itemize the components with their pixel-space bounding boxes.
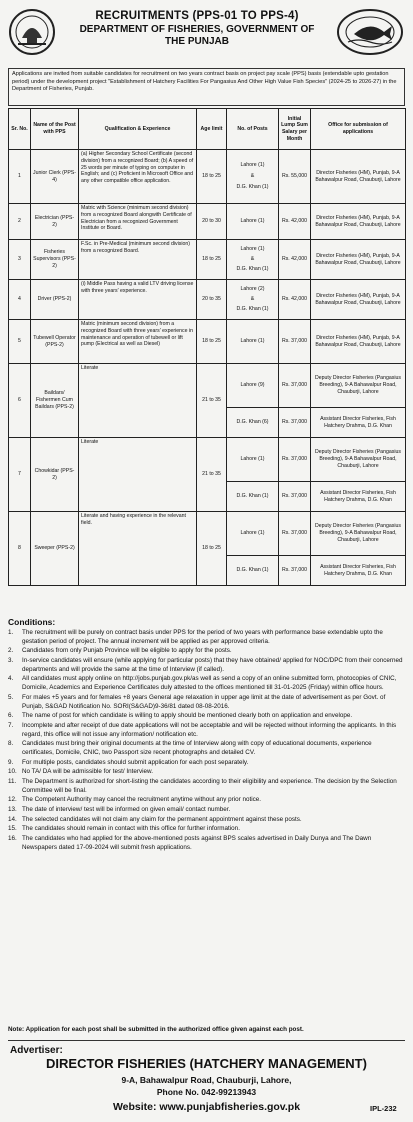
- sr-cell: 8: [9, 512, 31, 586]
- location: Lahore (1): [240, 218, 265, 225]
- post-cell: Chowkidar (PPS-2): [31, 438, 79, 512]
- office-cell: Assistant Director Fisheries, Fish Hatchery Drahma, D.G. Khan: [311, 556, 406, 586]
- age-cell: 18 to 25: [197, 512, 227, 586]
- list-item: 6. The name of post for which candidate is willing to apply should be mentioned clearly both on application and envelope.: [8, 712, 353, 720]
- col-header-age: Age limit: [197, 109, 227, 150]
- list-item: 11. The Department is authorized for short-listing the candidates according to their eligibility and experience. The decision by the Selection Committee will be final.: [8, 778, 397, 794]
- qualification-cell: Matric (minimum second division) from a recognized Board with three years' experience in maintenance and operation of tubewell or lift pump (Electrical as well as Diesel): [79, 320, 197, 364]
- salary-cell: Rs. 37,000: [279, 408, 311, 438]
- col-header-qualification: Qualification & Experience: [79, 109, 197, 150]
- salary-cell: Rs. 37,000: [279, 438, 311, 482]
- age-cell: 21 to 35: [197, 438, 227, 512]
- sr-cell: 7: [9, 438, 31, 512]
- submission-note: Note: Application for each post shall be submitted in the authorized office given against each post.: [8, 1026, 304, 1033]
- age-cell: 20 to 30: [197, 204, 227, 240]
- table-row: [9, 150, 406, 204]
- age-cell: 20 to 35: [197, 280, 227, 320]
- office-cell: Director Fisheries (HM), Punjab, 9-A Bahawalpur Road, Chauburji, Lahore: [311, 320, 406, 364]
- qualification-cell: Literate: [79, 438, 197, 512]
- qualification-cell: (a) Higher Secondary School Certificate (second division) from a recognized Board; (b) A speed of 25 words per minute of typing on computer in English; and (c) Proficient in Microsoft Office and any other compatible office application.: [79, 150, 197, 204]
- title-block: [62, 10, 332, 47]
- list-item: 7. Incomplete and after receipt of due date applications will not be acceptable and will be rejected without informing the applicants. In this regard, this office will not issue any information/ notification etc.: [8, 721, 397, 738]
- location: Lahore (1): [240, 162, 265, 169]
- advertiser-footer: [0, 1041, 413, 1122]
- advertiser-label: Advertiser:: [10, 1045, 63, 1056]
- location-joiner: &: [250, 296, 255, 303]
- posts-cell: Lahore (1): [227, 512, 279, 556]
- conditions-list: [8, 629, 405, 854]
- fisheries-department-logo-icon: [336, 8, 404, 56]
- age-cell: 21 to 35: [197, 364, 227, 438]
- sr-cell: 6: [9, 364, 31, 438]
- location: Lahore (1): [240, 246, 265, 253]
- list-item: 8. Candidates must bring their original documents at the time of Interview along with copy of educational documents, experience certificates, Domicile, CNIC, two Passport size recent photographs and detailed CV.: [8, 740, 372, 756]
- posts-cell: [227, 320, 279, 364]
- office-cell: Director Fisheries (HM), Punjab, 9-A Bahawalpur Road, Chauburji, Lahore: [311, 280, 406, 320]
- list-item: 2. Candidates from only Punjab Province will be eligible to apply for the posts.: [8, 647, 232, 655]
- sr-cell: 5: [9, 320, 31, 364]
- age-cell: 18 to 25: [197, 150, 227, 204]
- salary-cell: Rs. 37,000: [279, 556, 311, 586]
- qualification-cell: Literate: [79, 364, 197, 438]
- posts-cell: [227, 280, 279, 320]
- office-cell: Director Fisheries (HM), Punjab, 9-A Bahawalpur Road, Chauburji, Lahore: [311, 204, 406, 240]
- office-cell: Assistant Director Fisheries, Fish Hatchery Drahma, D.G. Khan: [311, 482, 406, 512]
- salary-cell: Rs. 55,000: [279, 150, 311, 204]
- jobs-table: [8, 108, 406, 586]
- salary-cell: Rs. 42,000: [279, 280, 311, 320]
- sr-cell: 4: [9, 280, 31, 320]
- col-header-sr: Sr. No.: [9, 109, 31, 150]
- location-joiner: &: [250, 256, 255, 263]
- list-item: 1. The recruitment will be purely on contract basis under PPS for the period of two years with performance base extendable upto the gestation period of project. The annual increment will be applied as per approved criteria.: [8, 629, 383, 645]
- salary-cell: Rs. 37,000: [279, 512, 311, 556]
- post-cell: Junior Clerk (PPS-4): [31, 150, 79, 204]
- sr-cell: 1: [9, 150, 31, 204]
- salary-cell: Rs. 42,000: [279, 204, 311, 240]
- posts-cell: D.G. Khan (6): [227, 408, 279, 438]
- office-cell: Director Fisheries (HM), Punjab, 9-A Bahawalpur Road, Chauburji, Lahore: [311, 240, 406, 280]
- salary-cell: Rs. 42,000: [279, 240, 311, 280]
- salary-cell: Rs. 37,000: [279, 320, 311, 364]
- ad-code: IPL-232: [370, 1104, 397, 1113]
- posts-cell: D.G. Khan (1): [227, 556, 279, 586]
- sr-cell: 2: [9, 204, 31, 240]
- list-item: 3. In-service candidates will ensure (while applying for particular posts) that they have obtained/ applied for NOC/DPC from their concerned departments and will provide the same at the time of Interview (if called).: [8, 657, 403, 673]
- list-item: 9. For multiple posts, candidates should submit application for each post separately.: [8, 758, 249, 766]
- post-cell: Baildars/ Fishermen Cum Baildars (PPS-2): [31, 364, 79, 438]
- advertiser-website[interactable]: Website: www.punjabfisheries.gov.pk: [112, 1101, 301, 1113]
- table-row: [9, 320, 406, 364]
- office-cell: Director Fisheries (HM), Punjab, 9-A Bahawalpur Road, Chauburji, Lahore: [311, 150, 406, 204]
- salary-cell: Rs. 37,000: [279, 364, 311, 408]
- page-title: RECRUITMENTS (PPS-01 TO PPS-4): [95, 10, 299, 22]
- col-header-post: Name of the Post with PPS: [31, 109, 79, 150]
- sr-cell: 3: [9, 240, 31, 280]
- posts-cell: [227, 150, 279, 204]
- department-line: DEPARTMENT OF FISHERIES, GOVERNMENT OF: [79, 24, 315, 35]
- advertiser-phone: Phone No. 042-99213943: [156, 1087, 257, 1097]
- table-row: [9, 280, 406, 320]
- table-row: [9, 240, 406, 280]
- location-joiner: &: [250, 173, 255, 180]
- location: Lahore (2): [240, 286, 265, 293]
- header: [0, 0, 413, 66]
- table-header-row: [9, 109, 406, 150]
- age-cell: 18 to 25: [197, 320, 227, 364]
- list-item: 5. For males +5 years and for females +8 years General age relaxation in upper age limit at the date of advertisement as per Govt. of Punjab, S&GAD Notification No. SORI(S&GAD)9-36/81 dated 08-08-2016.: [8, 693, 386, 710]
- office-cell: Assistant Director Fisheries, Fish Hatchery Drahma, D.G. Khan: [311, 408, 406, 438]
- posts-cell: Lahore (1): [227, 438, 279, 482]
- advertiser-address: 9-A, Bahawalpur Road, Chauburji, Lahore,: [121, 1075, 292, 1085]
- list-item: 13. The date of interview/ test will be informed on given email/ contact number.: [8, 806, 231, 814]
- list-item: 16. The candidates who had applied for the above-mentioned posts against BPS scales advertised in Daily Dunya and The Dawn Newspapers dated 17-09-2024 will submit fresh applications.: [8, 835, 372, 851]
- posts-cell: [227, 240, 279, 280]
- salary-cell: Rs. 37,000: [279, 482, 311, 512]
- post-cell: Driver (PPS-2): [31, 280, 79, 320]
- posts-cell: [227, 204, 279, 240]
- office-cell: Deputy Director Fisheries (Pangasius Breeding), 9-A Bahawalpur Road, Chauburji, Lahore: [311, 512, 406, 556]
- table-row: [9, 438, 406, 482]
- qualification-cell: Matric with Science (minimum second division) from a recognized Board alongwith Certificate of Electrician from a recognized Government Institute or Board.: [79, 204, 197, 240]
- qualification-cell: Literate and having experience in the relevant field.: [79, 512, 197, 586]
- list-item: 15. The candidates should remain in contact with this office for further information.: [8, 825, 240, 833]
- location: D.G. Khan (1): [236, 305, 269, 312]
- office-cell: Deputy Director Fisheries (Pangasius Breeding), 9-A Bahawalpur Road, Chauburji, Lahore: [311, 438, 406, 482]
- list-item: 4. All candidates must apply online on http://jobs.punjab.gov.pk/as well as send a copy of an online submitted form, photocopies of CNIC, Domicile, Academics and Experience Certificates duly attested to the offices mentioned till 31-01-2025 (Friday) within office hours.: [8, 675, 397, 692]
- post-cell: Tubewell Operator (PPS-2): [31, 320, 79, 364]
- col-header-posts: No. of Posts: [227, 109, 279, 150]
- list-item: 12. The Competent Authority may cancel the recruitment anytime without any prior notice.: [8, 796, 262, 804]
- post-cell: Fisheries Supervisors (PPS-2): [31, 240, 79, 280]
- list-item: 14. The selected candidates will not claim any claim for the permanent appointment against these posts.: [8, 815, 302, 823]
- department-line-2: THE PUNJAB: [165, 36, 229, 47]
- col-header-office: Office for submission of applications: [311, 109, 406, 150]
- col-header-salary: Initial Lump Sum Salary per Month: [279, 109, 311, 150]
- table-row: [9, 512, 406, 556]
- location: D.G. Khan (1): [236, 265, 269, 272]
- location: D.G. Khan (1): [236, 183, 269, 190]
- advertiser-name: DIRECTOR FISHERIES (HATCHERY MANAGEMENT): [46, 1056, 367, 1071]
- post-cell: Sweeper (PPS-2): [31, 512, 79, 586]
- list-item: 10. No TA/ DA will be admissible for test/ Interview.: [8, 768, 154, 776]
- location: Lahore (1): [240, 338, 265, 345]
- post-cell: Electrician (PPS-2): [31, 204, 79, 240]
- qualification-cell: F.Sc. in Pre-Medical (minimum second division) from a recognized Board.: [79, 240, 197, 280]
- table-row: [9, 204, 406, 240]
- age-cell: 18 to 25: [197, 240, 227, 280]
- qualification-cell: (i) Middle Pass having a valid LTV driving license with three years' experience.: [79, 280, 197, 320]
- conditions-heading: Conditions:: [8, 617, 56, 627]
- table-row: [9, 364, 406, 408]
- office-cell: Deputy Director Fisheries (Pangasius Breeding), 9-A Bahawalpur Road, Chauburji, Lahore: [311, 364, 406, 408]
- posts-cell: Lahore (9): [227, 364, 279, 408]
- intro-paragraph: Applications are invited from suitable candidates for recruitment on two years contract basis on project pay scale (PPS) basis (extendable upto gestation period) under the development project "Establishment of Hatchery Facilities For Pangasius And Other High Value Fish Species" (2024-25 to 2026-27) in the Department of Fisheries, Punjab.: [8, 68, 405, 106]
- punjab-government-emblem-icon: [8, 8, 56, 56]
- posts-cell: D.G. Khan (1): [227, 482, 279, 512]
